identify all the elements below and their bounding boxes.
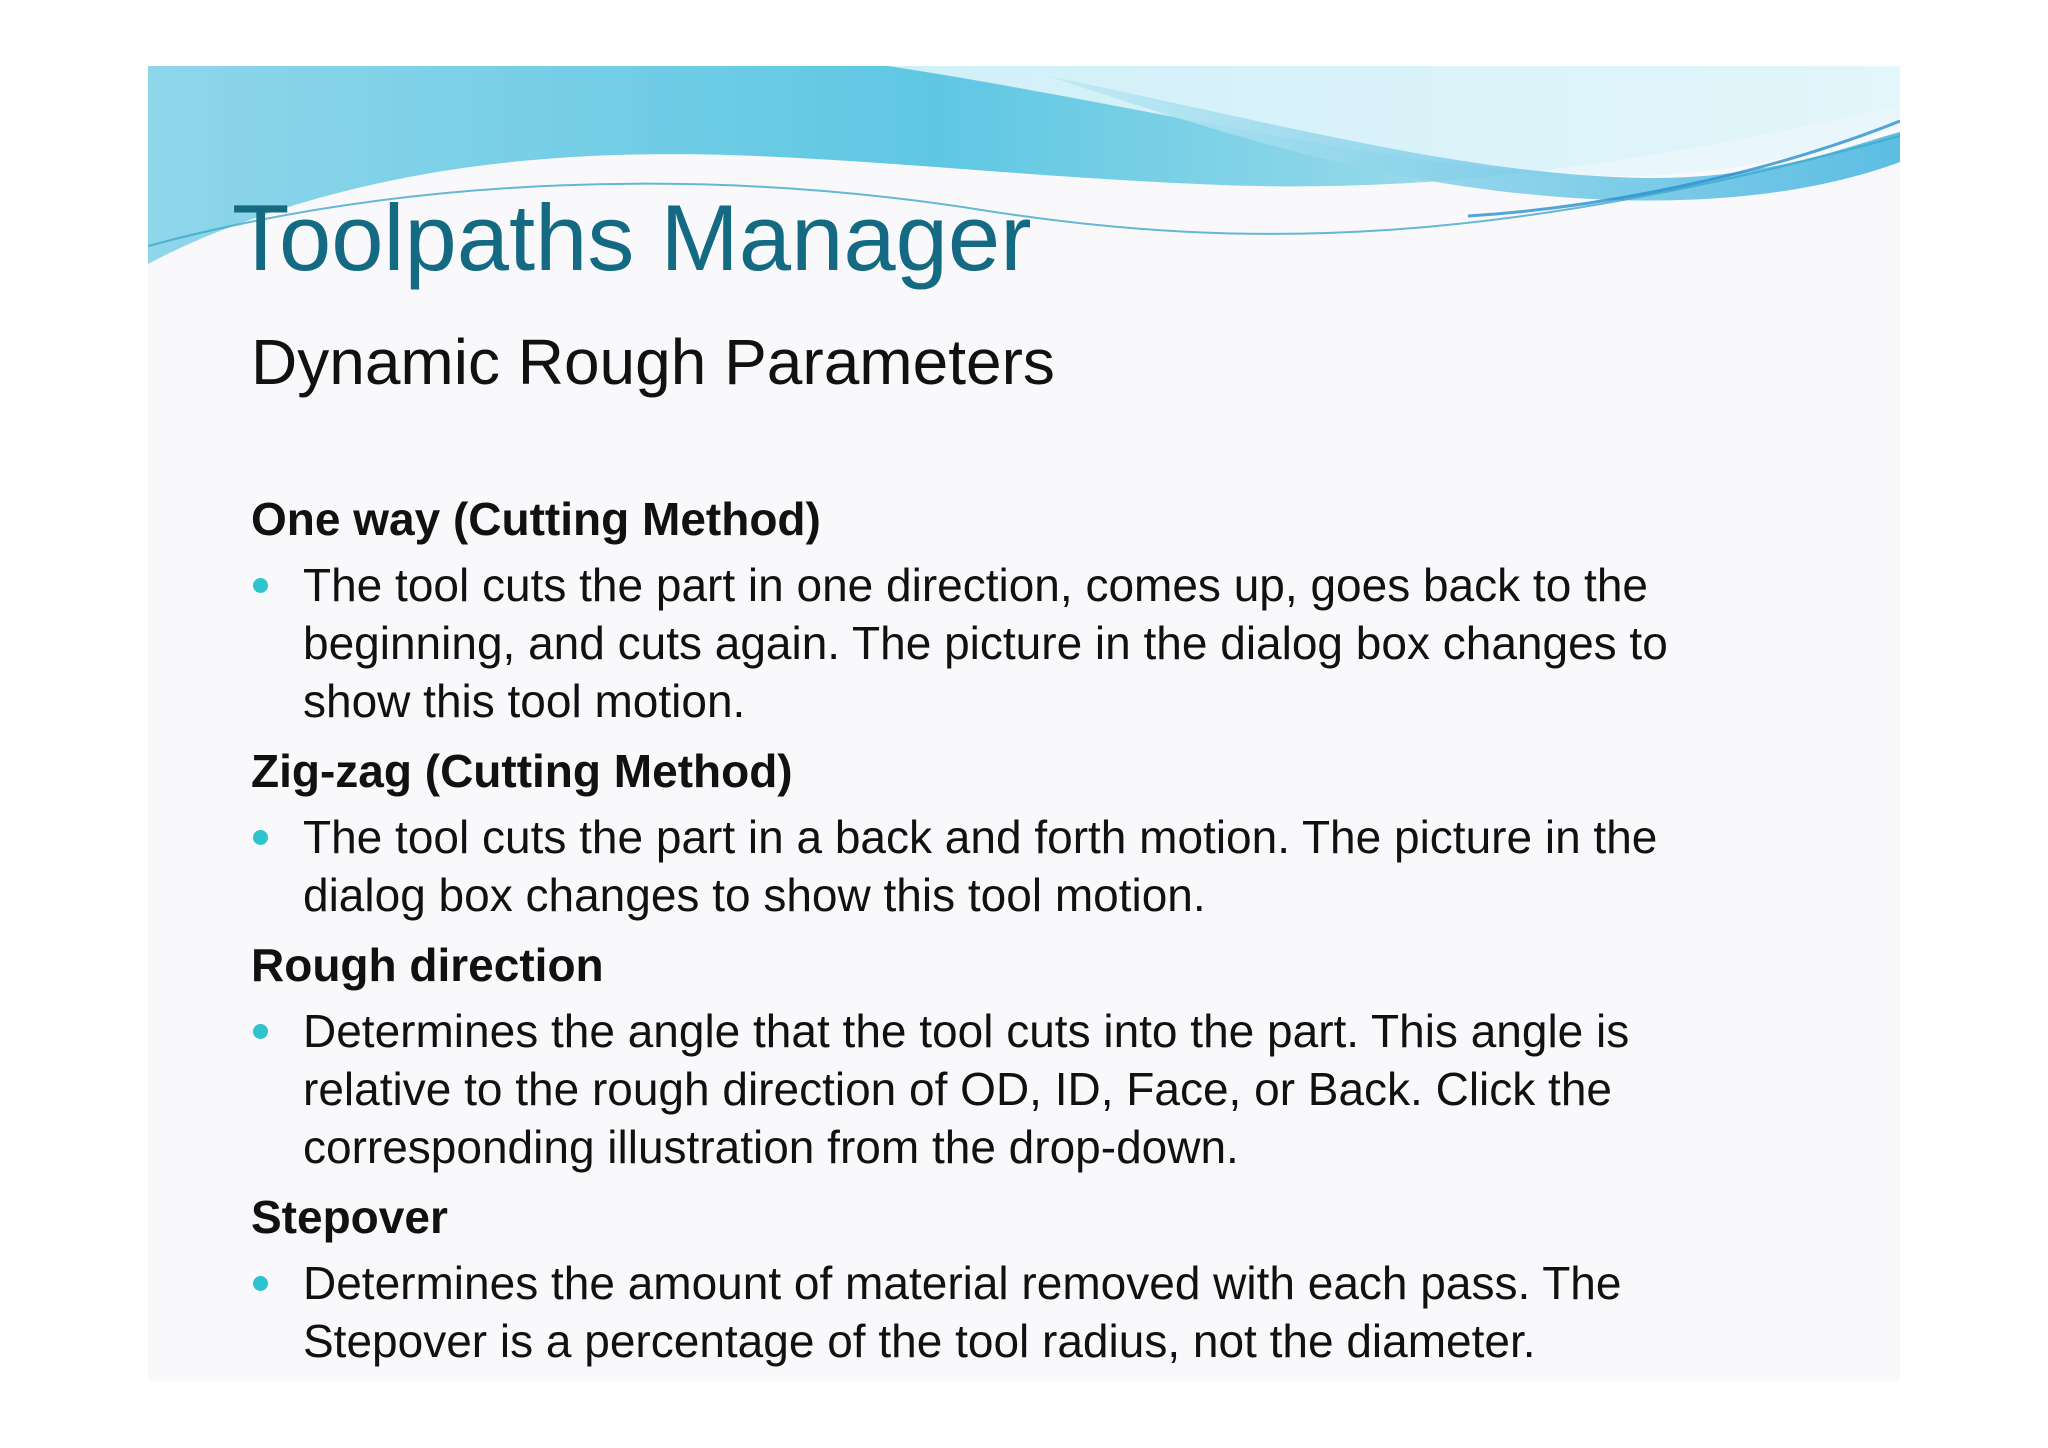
bullet-text-line: beginning, and cuts again. The picture in the dialog box changes to xyxy=(303,617,1668,669)
bullet-dot-icon xyxy=(253,578,268,593)
bullet-text-line: dialog box changes to show this tool motion. xyxy=(303,869,1206,921)
bullet-text-line: corresponding illustration from the drop-down. xyxy=(303,1121,1239,1173)
section-heading: One way (Cutting Method) xyxy=(251,493,821,545)
section-heading: Rough direction xyxy=(251,939,604,991)
bullet-text-line: The tool cuts the part in a back and forth motion. The picture in the xyxy=(303,811,1658,863)
section-zig-zag xyxy=(251,742,1811,924)
bullet-dot-icon xyxy=(253,1276,268,1291)
bullet-text-line: Determines the amount of material removed with each pass. The xyxy=(303,1257,1622,1309)
section-stepover xyxy=(251,1188,1811,1370)
bullet-dot-icon xyxy=(253,830,268,845)
bullet-text-line: Stepover is a percentage of the tool radius, not the diameter. xyxy=(303,1315,1536,1367)
section-heading: Stepover xyxy=(251,1191,448,1243)
slide-content xyxy=(251,490,1811,1381)
bullet-item xyxy=(251,1002,1811,1176)
bullet-text-line: Determines the angle that the tool cuts into the part. This angle is xyxy=(303,1005,1630,1057)
bullet-text-line: relative to the rough direction of OD, ID, Face, or Back. Click the xyxy=(303,1063,1613,1115)
section-one-way xyxy=(251,490,1811,730)
slide-subtitle: Dynamic Rough Parameters xyxy=(251,326,1055,398)
bullet-text-line: The tool cuts the part in one direction, comes up, goes back to the xyxy=(303,559,1649,611)
slide xyxy=(148,66,1900,1381)
bullet-item xyxy=(251,808,1811,924)
section-heading: Zig-zag (Cutting Method) xyxy=(251,745,793,797)
bullet-item xyxy=(251,1254,1811,1370)
bullet-text-line: show this tool motion. xyxy=(303,675,746,727)
bullet-dot-icon xyxy=(253,1024,268,1039)
section-rough-direction xyxy=(251,936,1811,1176)
slide-title: Toolpaths Manager xyxy=(232,185,1032,290)
bullet-item xyxy=(251,556,1811,730)
